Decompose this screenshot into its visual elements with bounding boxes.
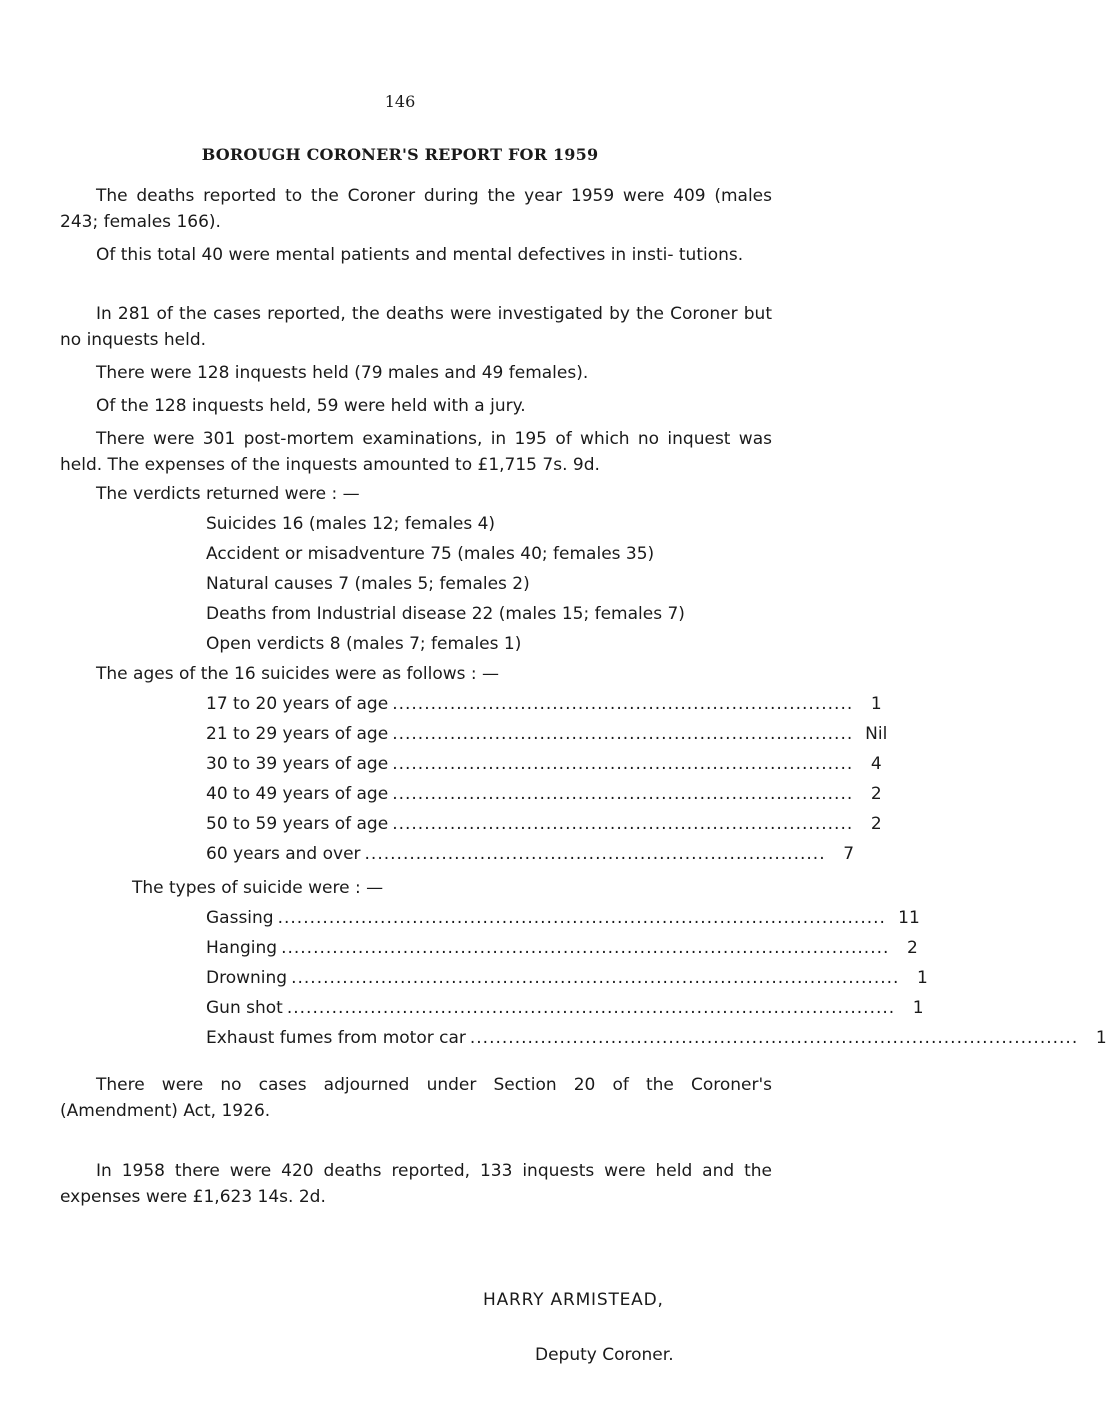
page-number: 146 [384, 92, 416, 111]
signature-name: HARRY ARMISTEAD, [483, 1290, 664, 1310]
report-title: BOROUGH CORONER'S REPORT FOR 1959 [201, 145, 599, 164]
age-range-label: 17 to 20 years of age [206, 694, 389, 714]
age-count: 2 [870, 784, 882, 804]
paragraph-jury: Of the 128 inquests held, 59 were held with a jury. [96, 396, 526, 416]
dot-leader: ............................................................................................... [277, 908, 886, 928]
verdict-item: Accident or misadventure 75 (males 40; females 35) [206, 544, 655, 564]
suicide-type-label: Hanging [206, 938, 278, 958]
dot-leader: ........................................................................ [392, 814, 854, 834]
dot-leader: ........................................................................ [392, 694, 854, 714]
type-row [206, 1028, 1107, 1054]
verdict-item: Suicides 16 (males 12; females 4) [206, 514, 496, 534]
verdicts-heading: The verdicts returned were : — [96, 484, 360, 504]
paragraph-adjourned: There were no cases adjourned under Section 20 of the Coroner's (Amendment) Act, 1926. [60, 1075, 772, 1121]
paragraph-mental-patients: Of this total 40 were mental patients and mental defectives in insti- tutions. [96, 245, 744, 265]
age-row [206, 784, 882, 810]
signature-title: Deputy Coroner. [535, 1345, 674, 1365]
suicide-type-count: 11 [898, 908, 920, 928]
suicide-type-label: Gassing [206, 908, 274, 928]
age-range-label: 30 to 39 years of age [206, 754, 389, 774]
verdict-item: Natural causes 7 (males 5; females 2) [206, 574, 530, 594]
type-row [206, 968, 928, 994]
age-row [206, 754, 882, 780]
dot-leader: ........................................................................ [364, 844, 826, 864]
age-count: 7 [843, 844, 855, 864]
suicide-type-count: 1 [917, 968, 928, 988]
age-row [206, 844, 855, 870]
dot-leader: ............................................................................................... [286, 998, 896, 1018]
age-row [206, 724, 888, 750]
age-row [206, 694, 882, 720]
age-count: 2 [870, 814, 882, 834]
dot-leader: ............................................................................................... [281, 938, 890, 958]
dot-leader: ............................................................................................... [291, 968, 900, 988]
verdict-item: Open verdicts 8 (males 7; females 1) [206, 634, 522, 654]
age-range-label: 50 to 59 years of age [206, 814, 389, 834]
suicide-type-count: 1 [912, 998, 924, 1018]
verdict-item: Deaths from Industrial disease 22 (males 15; females 7) [206, 604, 685, 624]
suicide-type-count: 2 [907, 938, 918, 958]
age-range-label: 60 years and over [206, 844, 361, 864]
ages-heading: The ages of the 16 suicides were as follows : — [96, 664, 500, 684]
age-count: Nil [865, 724, 888, 744]
paragraph-investigated: In 281 of the cases reported, the deaths were investigated by the Coroner but no inquests held. [60, 304, 772, 350]
type-row [206, 908, 920, 934]
types-heading: The types of suicide were : — [132, 878, 384, 898]
suicide-type-label: Exhaust fumes from motor car [206, 1028, 466, 1048]
paragraph-deaths-reported: The deaths reported to the Coroner during the year 1959 were 409 (males 243; females 166). [60, 186, 772, 232]
age-range-label: 40 to 49 years of age [206, 784, 389, 804]
type-row [206, 938, 918, 964]
suicide-type-count: 1 [1095, 1028, 1107, 1048]
dot-leader: ........................................................................ [392, 784, 854, 804]
dot-leader: ........................................................................ [392, 754, 854, 774]
paragraph-post-mortem: There were 301 post-mortem examinations, in 195 of which no inquest was held. The expenses of the inquests amounted to £1,715 7s. 9d. [60, 429, 772, 475]
dot-leader: ............................................................................................... [469, 1028, 1079, 1048]
suicide-type-label: Drowning [206, 968, 288, 988]
dot-leader: ........................................................................ [392, 724, 854, 744]
paragraph-inquests-held: There were 128 inquests held (79 males and 49 females). [96, 363, 589, 383]
age-count: 1 [870, 694, 882, 714]
paragraph-previous-year: In 1958 there were 420 deaths reported, 133 inquests were held and the expenses were £1,623 14s. 2d. [60, 1161, 772, 1207]
age-count: 4 [870, 754, 882, 774]
age-row [206, 814, 882, 840]
suicide-type-label: Gun shot [206, 998, 283, 1018]
age-range-label: 21 to 29 years of age [206, 724, 389, 744]
type-row [206, 998, 924, 1024]
